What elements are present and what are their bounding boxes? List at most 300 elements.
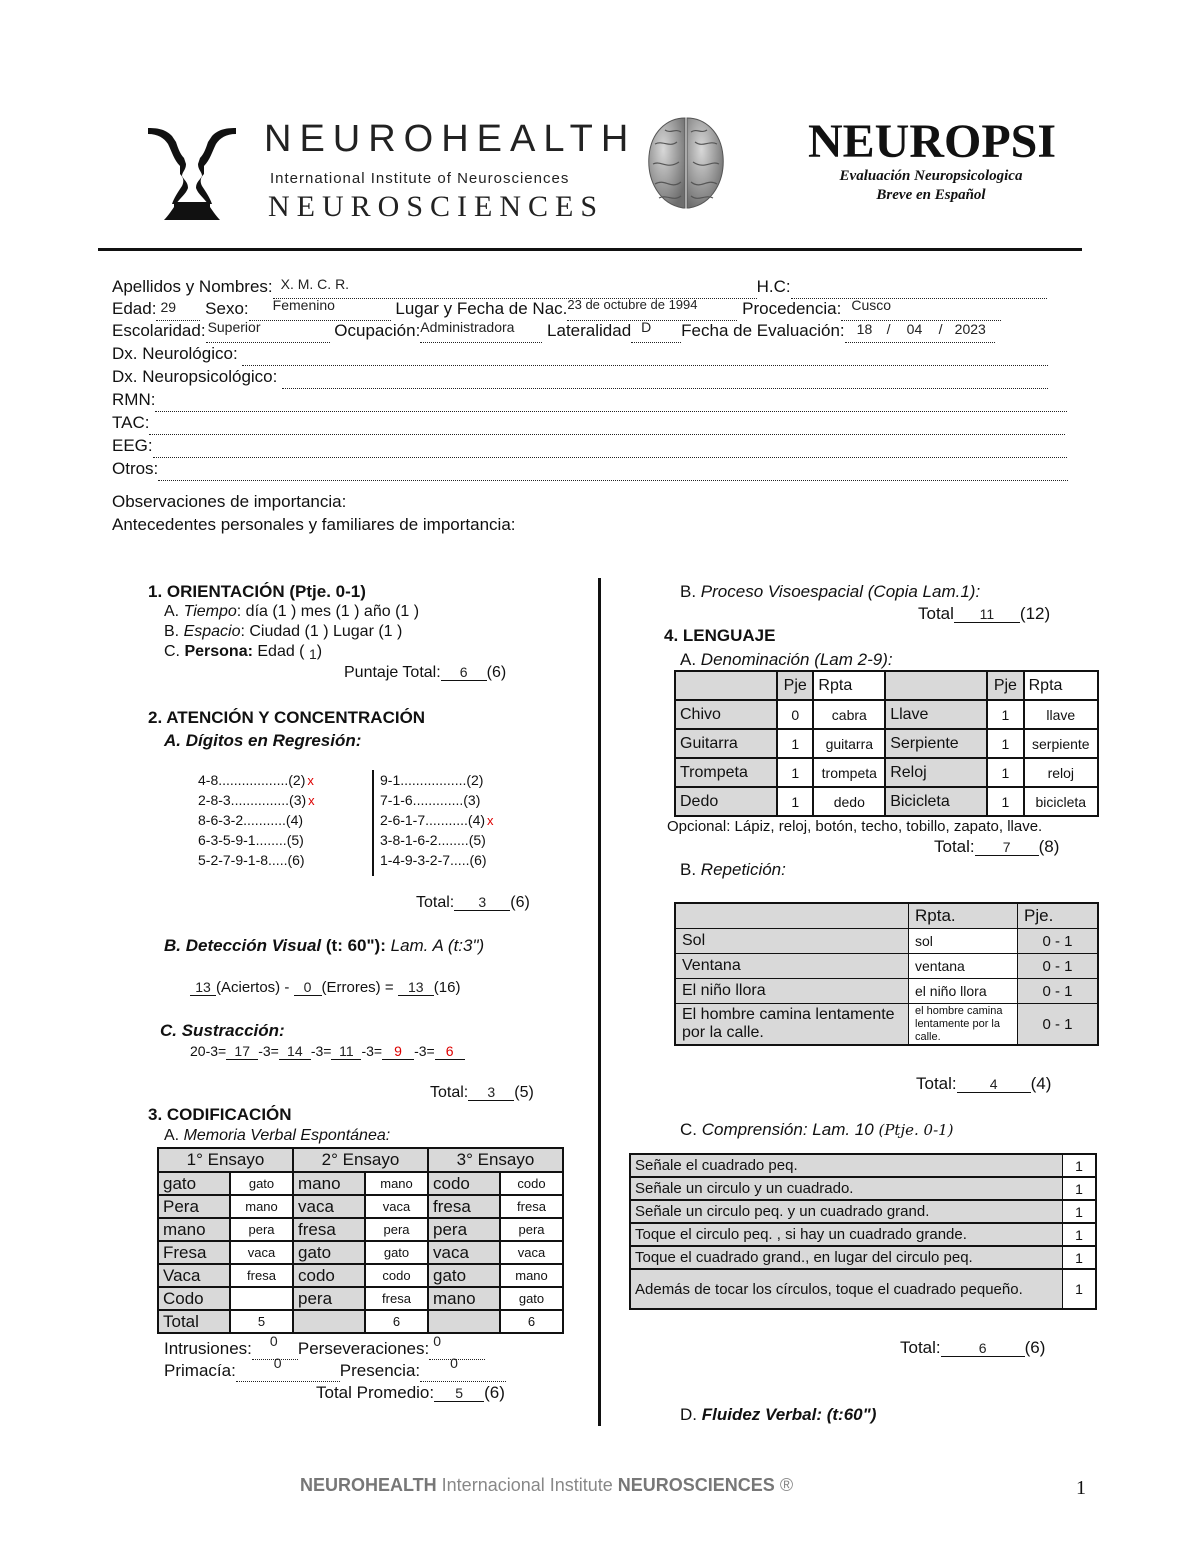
lenguaje-title: 4. LENGUAJE — [664, 626, 776, 645]
ocupacion-label: Ocupación: — [334, 321, 421, 340]
visoespacial-title-text: Proceso Visoespacial — [700, 582, 864, 601]
memoria-answer-cell[interactable]: codo — [500, 1172, 563, 1195]
memoria-total-cell[interactable]: 5 — [230, 1310, 293, 1333]
digit-sequence: 5-2-7-9-1-8.....(6) — [198, 852, 305, 868]
digit-mark[interactable]: x — [307, 773, 314, 788]
org-title: NEUROHEALTH — [264, 118, 637, 160]
memoria-answer-cell[interactable]: vaca — [500, 1241, 563, 1264]
rmn-label: RMN: — [112, 390, 156, 409]
memoria-total-cell[interactable] — [293, 1310, 365, 1333]
denominacion-answer[interactable]: cabra — [813, 700, 885, 729]
memoria-word-cell: Fresa — [158, 1241, 230, 1264]
digit-mark[interactable]: x — [308, 793, 315, 808]
antecedentes-label: Antecedentes personales y familiares de importancia: — [112, 515, 516, 534]
denominacion-score[interactable]: 1 — [777, 729, 813, 758]
visoespacial-title-copia: (Copia Lam.1): — [863, 582, 981, 601]
repeticion-title — [680, 860, 786, 880]
tac-label: TAC: — [112, 413, 150, 432]
memoria-title-text: Memoria Verbal Espontánea: — [183, 1127, 391, 1144]
escolaridad-label: Escolaridad: — [112, 321, 206, 340]
denominacion-header-cell — [675, 671, 777, 700]
persev-value: 0 — [433, 1333, 442, 1349]
orientacion-a — [164, 603, 419, 621]
otros-input[interactable] — [158, 458, 1068, 481]
repeticion-header-cell: Pje. — [1018, 903, 1099, 929]
repeticion-header-cell: Rpta. — [909, 903, 1018, 929]
repeticion-score[interactable]: 0 - 1 — [1018, 929, 1099, 954]
denominacion-row — [675, 700, 1098, 729]
digit-item — [380, 852, 494, 872]
footer-brand-2: NEUROSCIENCES — [617, 1475, 775, 1495]
orientacion-title: 1. ORIENTACIÓN (Ptje. 0-1) — [148, 582, 366, 601]
promedio-row — [316, 1383, 505, 1403]
repeticion-header-cell — [675, 903, 909, 929]
comprension-title — [680, 1120, 954, 1140]
denominacion-score[interactable]: 1 — [987, 700, 1023, 729]
apellidos-label: Apellidos y Nombres: — [112, 277, 273, 296]
sub-op-4: -3= — [414, 1043, 435, 1059]
fecha-year: 2023 — [954, 321, 986, 337]
denominacion-answer[interactable]: bicicleta — [1024, 787, 1098, 816]
digit-item — [198, 772, 315, 792]
promedio-max: (6) — [484, 1383, 505, 1402]
observaciones-label: Observaciones de importancia: — [112, 492, 347, 511]
denominacion-row — [675, 787, 1098, 816]
memoria-answer-cell[interactable]: fresa — [365, 1287, 428, 1310]
comprension-instruction: Señale un circulo peq. y un cuadrado grand. — [630, 1200, 1063, 1223]
sustraccion-total-label: Total: — [430, 1084, 469, 1101]
edad-label: Edad: — [112, 299, 157, 318]
digitos-title: A. Dígitos en Regresión: — [164, 731, 362, 750]
memoria-header-cell: 1° Ensayo — [158, 1148, 293, 1172]
denominacion-header-cell — [885, 671, 987, 700]
orientacion-total-value[interactable]: 6 — [441, 664, 487, 681]
denominacion-prefix: A. — [680, 650, 701, 669]
footer-reg: ® — [774, 1475, 794, 1495]
field-eeg — [112, 435, 1074, 458]
orientacion-c-text: Edad ( — [252, 643, 305, 660]
memoria-header-cell: 3° Ensayo — [428, 1148, 563, 1172]
comprension-total-value[interactable]: 6 — [941, 1340, 1025, 1357]
field-dx-neuropsi — [112, 366, 1074, 389]
orientacion-a-prefix: A. — [164, 603, 184, 620]
hc-label: H.C: — [756, 277, 791, 296]
repeticion-score[interactable]: 0 - 1 — [1018, 954, 1099, 979]
comprension-row — [630, 1200, 1096, 1223]
ocupacion-input[interactable] — [420, 320, 542, 343]
repeticion-score[interactable]: 0 - 1 — [1018, 1004, 1099, 1046]
denominacion-item: Bicicleta — [885, 787, 987, 816]
digit-item — [198, 832, 315, 852]
sexo-value: Femenino — [272, 297, 335, 313]
fecha-sep-1: / — [886, 321, 891, 337]
denominacion-total-value[interactable]: 7 — [975, 839, 1039, 856]
fecha-month: 04 — [906, 321, 923, 337]
presencia-label: Presencia: — [339, 1361, 421, 1380]
memoria-row — [158, 1218, 563, 1241]
deteccion-title — [164, 936, 484, 956]
denominacion-answer[interactable]: dedo — [813, 787, 885, 816]
comprension-score[interactable]: 1 — [1063, 1246, 1097, 1269]
primacia-value: 0 — [273, 1355, 282, 1371]
memoria-word-cell: mano — [158, 1218, 230, 1241]
comprension-table — [629, 1153, 1097, 1310]
dx-neuropsi-label: Dx. Neuropsicológico: — [112, 367, 278, 386]
digit-sequence: 7-1-6.............(3) — [380, 792, 481, 808]
dx-neuro-label: Dx. Neurológico: — [112, 344, 238, 363]
brain-icon — [645, 114, 727, 212]
digit-item — [198, 852, 315, 872]
resultado-value[interactable]: 13 — [398, 979, 434, 996]
digit-item — [380, 832, 494, 852]
repeticion-item: El hombre camina lentamente por la calle. — [675, 1004, 909, 1046]
fluidez-title — [680, 1405, 876, 1425]
memoria-word-cell: pera — [293, 1287, 365, 1310]
repeticion-answer[interactable]: sol — [909, 929, 1018, 954]
denominacion-total-max: (8) — [1038, 837, 1060, 856]
intrusiones-value: 0 — [269, 1333, 278, 1349]
denominacion-item: Guitarra — [675, 729, 777, 758]
intrusiones-row — [164, 1333, 485, 1360]
lugar-label: Lugar y Fecha de Nac. — [395, 299, 568, 318]
promedio-value[interactable]: 5 — [434, 1385, 484, 1402]
sub-value-5[interactable]: 6 — [435, 1043, 465, 1060]
persev-label: Perseveraciones: — [297, 1339, 430, 1358]
denominacion-header-cell: Pje — [777, 671, 813, 700]
procedencia-label: Procedencia: — [742, 299, 842, 318]
comprension-total-max: (6) — [1024, 1338, 1046, 1357]
memoria-total-cell[interactable]: 6 — [500, 1310, 563, 1333]
primacia-label: Primacía: — [164, 1361, 236, 1380]
deteccion-title-time: (t: 60"): — [321, 936, 391, 955]
denominacion-answer[interactable]: llave — [1024, 700, 1098, 729]
repeticion-total-value[interactable]: 4 — [957, 1076, 1031, 1093]
visoespacial-title — [680, 582, 980, 602]
escolaridad-input[interactable] — [206, 320, 330, 343]
comprension-instruction: Señale un circulo y un cuadrado. — [630, 1177, 1063, 1200]
eeg-input[interactable] — [153, 435, 1067, 458]
orientacion-b-label: Espacio — [183, 623, 241, 640]
comprension-row — [630, 1223, 1096, 1246]
memoria-answer-cell[interactable]: fresa — [230, 1264, 293, 1287]
denominacion-score[interactable]: 0 — [777, 700, 813, 729]
denominacion-item: Reloj — [885, 758, 987, 787]
memoria-word-cell: fresa — [293, 1218, 365, 1241]
memoria-word-cell: mano — [293, 1172, 365, 1195]
digitos-total-max: (6) — [510, 894, 530, 911]
repeticion-answer[interactable]: el niño llora — [909, 979, 1018, 1004]
edad-input[interactable] — [156, 298, 200, 321]
memoria-word-cell: Vaca — [158, 1264, 230, 1287]
sub-value-4[interactable]: 9 — [382, 1043, 414, 1060]
denominacion-score[interactable]: 1 — [777, 758, 813, 787]
orientacion-c-prefix: C. — [164, 643, 185, 660]
org-subtitle: International Institute of Neurosciences — [270, 170, 570, 187]
orientacion-total-max: (6) — [486, 664, 507, 681]
denominacion-table — [674, 670, 1099, 817]
digit-sequence: 2-6-1-7...........(4) — [380, 812, 486, 828]
visoespacial-prefix: B. — [680, 582, 701, 601]
memoria-answer-cell[interactable]: mano — [500, 1264, 563, 1287]
digit-sequence: 3-8-1-6-2........(5) — [380, 832, 486, 848]
dx-neuro-input[interactable] — [242, 343, 1048, 366]
memoria-word-cell: Pera — [158, 1195, 230, 1218]
memoria-word-cell: pera — [428, 1218, 500, 1241]
tac-input[interactable] — [149, 412, 1065, 435]
comprension-instruction: Además de tocar los círculos, toque el cuadrado pequeño. — [630, 1269, 1063, 1309]
denominacion-answer[interactable]: reloj — [1024, 758, 1098, 787]
denominacion-score[interactable]: 1 — [987, 787, 1023, 816]
digit-sequence: 4-8..................(2) — [198, 772, 306, 788]
field-dx-neuro — [112, 343, 1074, 366]
memoria-word-cell: mano — [428, 1287, 500, 1310]
memoria-prefix: A. — [164, 1127, 184, 1144]
denominacion-header-row — [675, 671, 1098, 700]
memoria-answer-cell[interactable]: gato — [365, 1241, 428, 1264]
orientacion-c-value: 1 — [308, 646, 317, 662]
denominacion-header-cell: Pje — [987, 671, 1023, 700]
digitos-total-value[interactable]: 3 — [454, 894, 510, 911]
memoria-answer-cell[interactable]: pera — [500, 1218, 563, 1241]
comprension-score[interactable]: 1 — [1063, 1269, 1097, 1309]
denominacion-item: Llave — [885, 700, 987, 729]
repeticion-total-label: Total: — [916, 1074, 957, 1093]
sub-value-1[interactable]: 17 — [226, 1043, 258, 1060]
denominacion-answer[interactable]: serpiente — [1024, 729, 1098, 758]
memoria-title — [164, 1127, 390, 1145]
eeg-label: EEG: — [112, 436, 153, 455]
denominacion-row — [675, 729, 1098, 758]
orientacion-a-label: Tiempo — [183, 603, 237, 620]
denominacion-item: Chivo — [675, 700, 777, 729]
sustraccion-total-value[interactable]: 3 — [468, 1084, 514, 1101]
memoria-answer-cell[interactable]: gato — [230, 1172, 293, 1195]
comprension-score[interactable]: 1 — [1063, 1200, 1097, 1223]
orientacion-total-label: Puntaje Total: — [344, 664, 441, 681]
comprension-row — [630, 1269, 1096, 1309]
sub-value-2[interactable]: 14 — [279, 1043, 311, 1060]
repeticion-row — [675, 979, 1098, 1004]
denominacion-score[interactable]: 1 — [987, 758, 1023, 787]
digit-item — [380, 772, 494, 792]
ocupacion-value: Administradora — [420, 319, 515, 335]
orientacion-c — [164, 643, 322, 661]
visoespacial-total-label: Total — [918, 604, 954, 623]
fluidez-title-text: Fluidez Verbal: (t:60") — [701, 1405, 877, 1424]
org-neurosciences: NEUROSCIENCES — [268, 190, 605, 223]
denominacion-answer[interactable]: trompeta — [813, 758, 885, 787]
memoria-answer-cell[interactable]: gato — [500, 1287, 563, 1310]
presencia-input[interactable] — [420, 1355, 506, 1382]
comprension-score[interactable]: 1 — [1063, 1154, 1097, 1177]
aciertos-value[interactable]: 13 — [190, 979, 216, 996]
sub-value-3[interactable]: 11 — [331, 1043, 361, 1060]
primacia-input[interactable] — [236, 1355, 340, 1382]
visoespacial-total-max: (12) — [1019, 604, 1051, 623]
footer-text — [300, 1475, 793, 1496]
resultado-max: (16) — [433, 979, 461, 996]
memoria-answer-cell[interactable]: mano — [365, 1172, 428, 1195]
sub-op-1: -3= — [258, 1043, 279, 1059]
digitos-total-label: Total: — [416, 894, 455, 911]
digitos-total — [416, 894, 530, 912]
repeticion-score[interactable]: 0 - 1 — [1018, 979, 1099, 1004]
column-divider — [598, 578, 601, 1426]
digit-sequence: 6-3-5-9-1........(5) — [198, 832, 304, 848]
memoria-row — [158, 1264, 563, 1287]
procedencia-value: Cusco — [851, 297, 892, 313]
fecha-eval-input[interactable] — [845, 320, 995, 343]
memoria-word-cell: codo — [293, 1264, 365, 1287]
memoria-word-cell: codo — [428, 1172, 500, 1195]
lateralidad-input[interactable] — [631, 320, 681, 343]
memoria-word-cell: vaca — [293, 1195, 365, 1218]
orientacion-b-text: : Ciudad (1 ) Lugar (1 ) — [240, 623, 403, 640]
repeticion-item: Sol — [675, 929, 909, 954]
denominacion-title-text: Denominación (Lam 2-9): — [700, 650, 893, 669]
sexo-label: Sexo: — [205, 299, 249, 318]
footer-mid: Internacional Institute — [436, 1475, 618, 1495]
memoria-answer-cell[interactable]: codo — [365, 1264, 428, 1287]
denominacion-title — [680, 650, 893, 670]
fecha-eval-label: Fecha de Evaluación: — [681, 321, 845, 340]
digit-item — [198, 812, 315, 832]
visoespacial-total-value[interactable]: 11 — [954, 606, 1020, 623]
sexo-input[interactable] — [249, 298, 391, 321]
errores-value[interactable]: 0 — [294, 979, 322, 996]
test-subtitle-2: Breve en Español — [876, 187, 986, 203]
deteccion-title-lam: Lam. A (t:3") — [390, 936, 485, 955]
escolaridad-value: Superior — [207, 319, 261, 335]
memoria-answer-cell[interactable]: pera — [230, 1218, 293, 1241]
lateralidad-value: D — [641, 319, 652, 335]
atencion-title: 2. ATENCIÓN Y CONCENTRACIÓN — [148, 708, 426, 727]
denominacion-total — [934, 837, 1059, 857]
memoria-answer-cell[interactable]: pera — [365, 1218, 428, 1241]
logo-faces-vase — [146, 124, 238, 220]
fecha-sep-2: / — [938, 321, 943, 337]
hc-input[interactable] — [791, 276, 1047, 299]
memoria-answer-cell[interactable]: vaca — [365, 1195, 428, 1218]
primacia-row — [164, 1355, 506, 1382]
sub-op-3: -3= — [361, 1043, 383, 1059]
memoria-answer-cell[interactable]: mano — [230, 1195, 293, 1218]
comprension-score[interactable]: 1 — [1063, 1177, 1097, 1200]
aciertos-label: (Aciertos) - — [216, 979, 290, 996]
repeticion-header-row — [675, 903, 1098, 929]
digitos-left-list — [198, 772, 315, 872]
memoria-total-cell[interactable]: 6 — [365, 1310, 428, 1333]
denominacion-answer[interactable]: guitarra — [813, 729, 885, 758]
comprension-score[interactable]: 1 — [1063, 1223, 1097, 1246]
opcional-text: Opcional: Lápiz, reloj, botón, techo, tobillo, zapato, llave. — [667, 818, 1043, 835]
apellidos-value: X. M. C. R. — [280, 276, 350, 292]
digit-mark[interactable]: x — [487, 813, 494, 828]
sub-op-2: -3= — [310, 1043, 332, 1059]
repeticion-item: Ventana — [675, 954, 909, 979]
memoria-word-cell: vaca — [428, 1241, 500, 1264]
digit-sequence: 1-4-9-3-2-7.....(6) — [380, 852, 487, 868]
comprension-title-text: Comprensión: Lam. 10 — [701, 1120, 874, 1139]
comprension-total-label: Total: — [900, 1338, 941, 1357]
orientacion-c-label: Persona: — [184, 643, 253, 660]
memoria-row — [158, 1241, 563, 1264]
sustraccion-title: C. Sustracción: — [160, 1021, 285, 1040]
denominacion-total-label: Total: — [934, 837, 975, 856]
orientacion-total — [344, 664, 506, 682]
repeticion-table — [674, 902, 1099, 1046]
memoria-word-cell: gato — [158, 1172, 230, 1195]
deteccion-row — [190, 979, 460, 996]
codificacion-title: 3. CODIFICACIÓN — [148, 1105, 292, 1124]
rmn-input[interactable] — [155, 389, 1067, 412]
memoria-row — [158, 1172, 563, 1195]
memoria-answer-cell[interactable]: fresa — [500, 1195, 563, 1218]
intrusiones-label: Intrusiones: — [164, 1339, 252, 1358]
denominacion-item: Trompeta — [675, 758, 777, 787]
digit-sequence: 8-6-3-2...........(4) — [198, 812, 304, 828]
repeticion-answer[interactable]: el hombre camina lentamente por la calle. — [909, 1004, 1018, 1046]
lugar-input[interactable] — [567, 298, 737, 321]
memoria-answer-cell[interactable]: vaca — [230, 1241, 293, 1264]
memoria-answer-cell[interactable] — [230, 1287, 293, 1310]
digit-item — [380, 792, 494, 812]
lateralidad-label: Lateralidad — [547, 321, 632, 340]
footer-brand-1: NEUROHEALTH — [300, 1475, 437, 1495]
memoria-total-cell[interactable] — [428, 1310, 500, 1333]
visoespacial-total — [918, 604, 1050, 624]
errores-label: (Errores) = — [321, 979, 394, 996]
memoria-total-row — [158, 1310, 563, 1333]
denominacion-score[interactable]: 1 — [987, 729, 1023, 758]
memoria-table — [157, 1147, 564, 1334]
comprension-row — [630, 1246, 1096, 1269]
test-subtitle-1: Evaluación Neuropsicologica — [839, 168, 1023, 184]
digit-item — [198, 792, 315, 812]
repeticion-row — [675, 929, 1098, 954]
header-rule — [98, 248, 1082, 251]
orientacion-c-close: ) — [316, 643, 323, 660]
comprension-instruction: Toque el circulo peq. , si hay un cuadrado grande. — [630, 1223, 1063, 1246]
orientacion-b — [164, 623, 402, 641]
fecha-day: 18 — [856, 321, 873, 337]
denominacion-score[interactable]: 1 — [777, 787, 813, 816]
digit-sequence: 2-8-3...............(3) — [198, 792, 307, 808]
memoria-word-cell: fresa — [428, 1195, 500, 1218]
lugar-value: 23 de octubre de 1994 — [567, 297, 698, 312]
dx-neuropsi-input[interactable] — [282, 366, 1048, 389]
digit-item — [380, 812, 494, 832]
sustraccion-total-max: (5) — [514, 1084, 534, 1101]
memoria-header-row — [158, 1148, 563, 1172]
sustraccion-total — [430, 1084, 534, 1102]
sustraccion-row — [190, 1043, 465, 1060]
repeticion-prefix: B. — [680, 860, 701, 879]
memoria-header-cell: 2° Ensayo — [293, 1148, 428, 1172]
repeticion-total — [916, 1074, 1051, 1094]
field-tac — [112, 412, 1074, 435]
fluidez-prefix: D. — [680, 1405, 702, 1424]
memoria-row — [158, 1195, 563, 1218]
memoria-word-cell: gato — [293, 1241, 365, 1264]
field-otros — [112, 458, 1074, 481]
denominacion-item: Dedo — [675, 787, 777, 816]
digit-sequence: 9-1.................(2) — [380, 772, 484, 788]
sub-start: 20-3= — [190, 1043, 227, 1059]
comprension-instruction: Toque el cuadrado grand., en lugar del circulo peq. — [630, 1246, 1063, 1269]
comprension-row — [630, 1154, 1096, 1177]
repeticion-answer[interactable]: ventana — [909, 954, 1018, 979]
